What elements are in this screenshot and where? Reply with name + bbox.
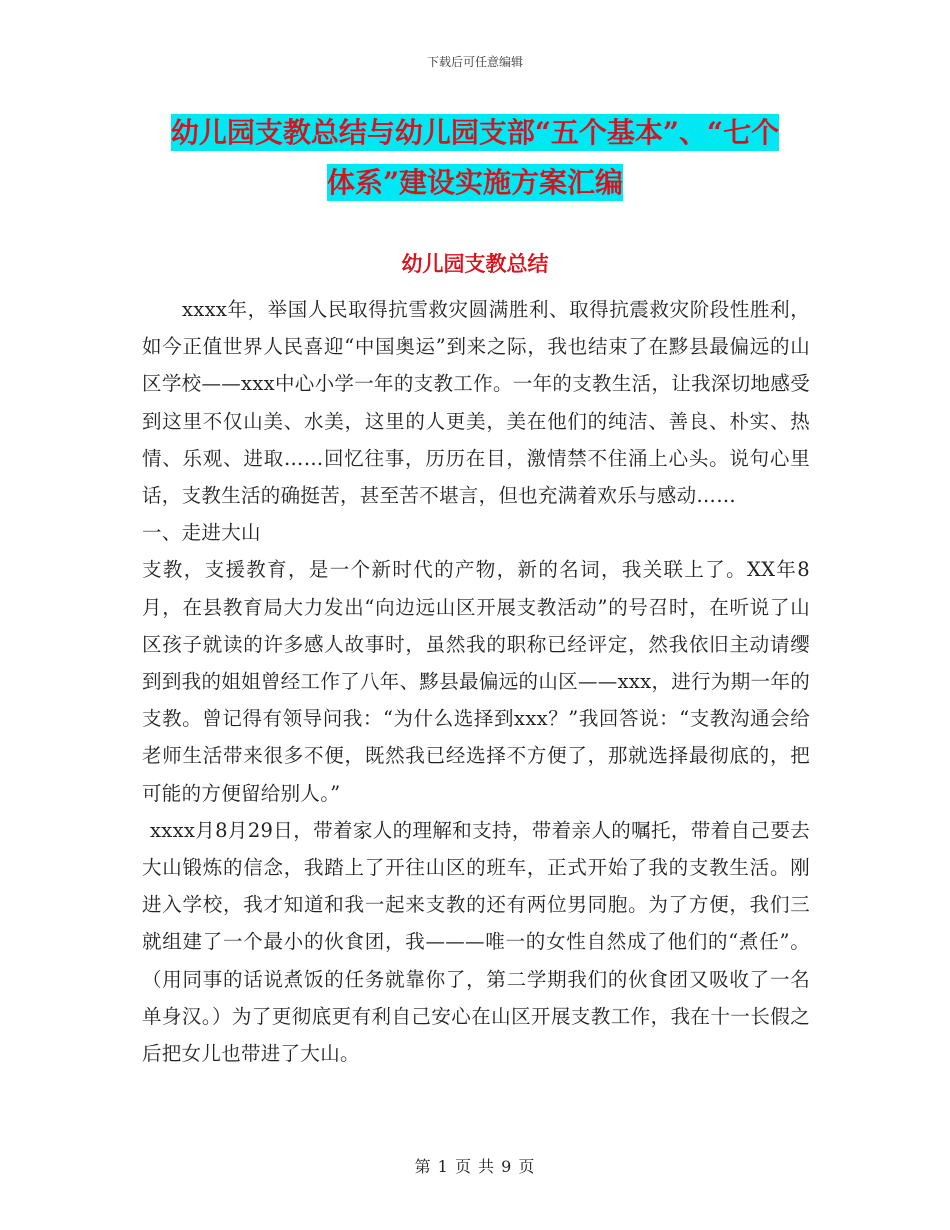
paragraph-intro: xxxx年，举国人民取得抗雪救灾圆满胜利、取得抗震救灾阶段性胜利，如今正值世界人民喜迎“中国奥运”到来之际，我也结束了在黟县最偏远的山区学校——xxx中心小学一年的支教工作。一年的支教生活，让我深切地感受到这里不仅山美、水美，这里的人更美，美在他们的纯洁、善良、朴实、热情、乐观、进取……回忆往事，历历在目，激情禁不住涌上心头。说句心里话，支教生活的确挺苦，甚至苦不堪言，但也充满着欢乐与感动…… bbox=[142, 298, 810, 508]
paragraph-volunteer-teaching: 支教，支援教育，是一个新时代的产物，新的名词，我关联上了。XX年8月，在县教育局大力发出“向边远山区开展支教活动”的号召时，在听说了山区孩子就读的许多感人故事时，虽然我的职称已经评定，然我依旧主动请缨到到我的姐姐曾经工作了八年、黟县最偏远的山区——xxx，进行为期一年的支教。曾记得有领导问我：“为什么选择到xxx？”我回答说：“支教沟通会给老师生活带来很多不便，既然我已经选择不方便了，那就选择最彻底的，把可能的方便留给别人。” bbox=[142, 558, 810, 805]
document-title bbox=[130, 108, 820, 208]
document-title-line1: 幼儿园支教总结与幼儿园支部“五个基本”、“七个 bbox=[170, 116, 780, 149]
document-body bbox=[142, 291, 810, 1072]
paragraph-heading-enter-mountain: 一、走进大山 bbox=[142, 521, 261, 545]
page-number: 第 1 页 共 9 页 bbox=[414, 1157, 536, 1176]
document-title-line2: 体系”建设实施方案汇编 bbox=[326, 166, 624, 199]
paragraph-arrival: xxxx月8月29日，带着家人的理解和支持，带着亲人的嘱托，带着自己要去大山锻炼的信念，我踏上了开往山区的班车，正式开始了我的支教生活。刚进入学校，我才知道和我一起来支教的还有两位男同胞。为了方便，我们三就组建了一个最小的伙食团，我———唯一的女性自然成了他们的“煮任”。（用同事的话说煮饭的任务就靠你了，第二学期我们的伙食团又吸收了一名单身汉。）为了更彻底更有利自己安心在山区开展支教工作，我在十一长假之后把女儿也带进了大山。 bbox=[142, 818, 810, 1066]
header-note: 下载后可任意编辑 bbox=[426, 55, 523, 69]
section-title: 幼儿园支教总结 bbox=[401, 251, 549, 276]
